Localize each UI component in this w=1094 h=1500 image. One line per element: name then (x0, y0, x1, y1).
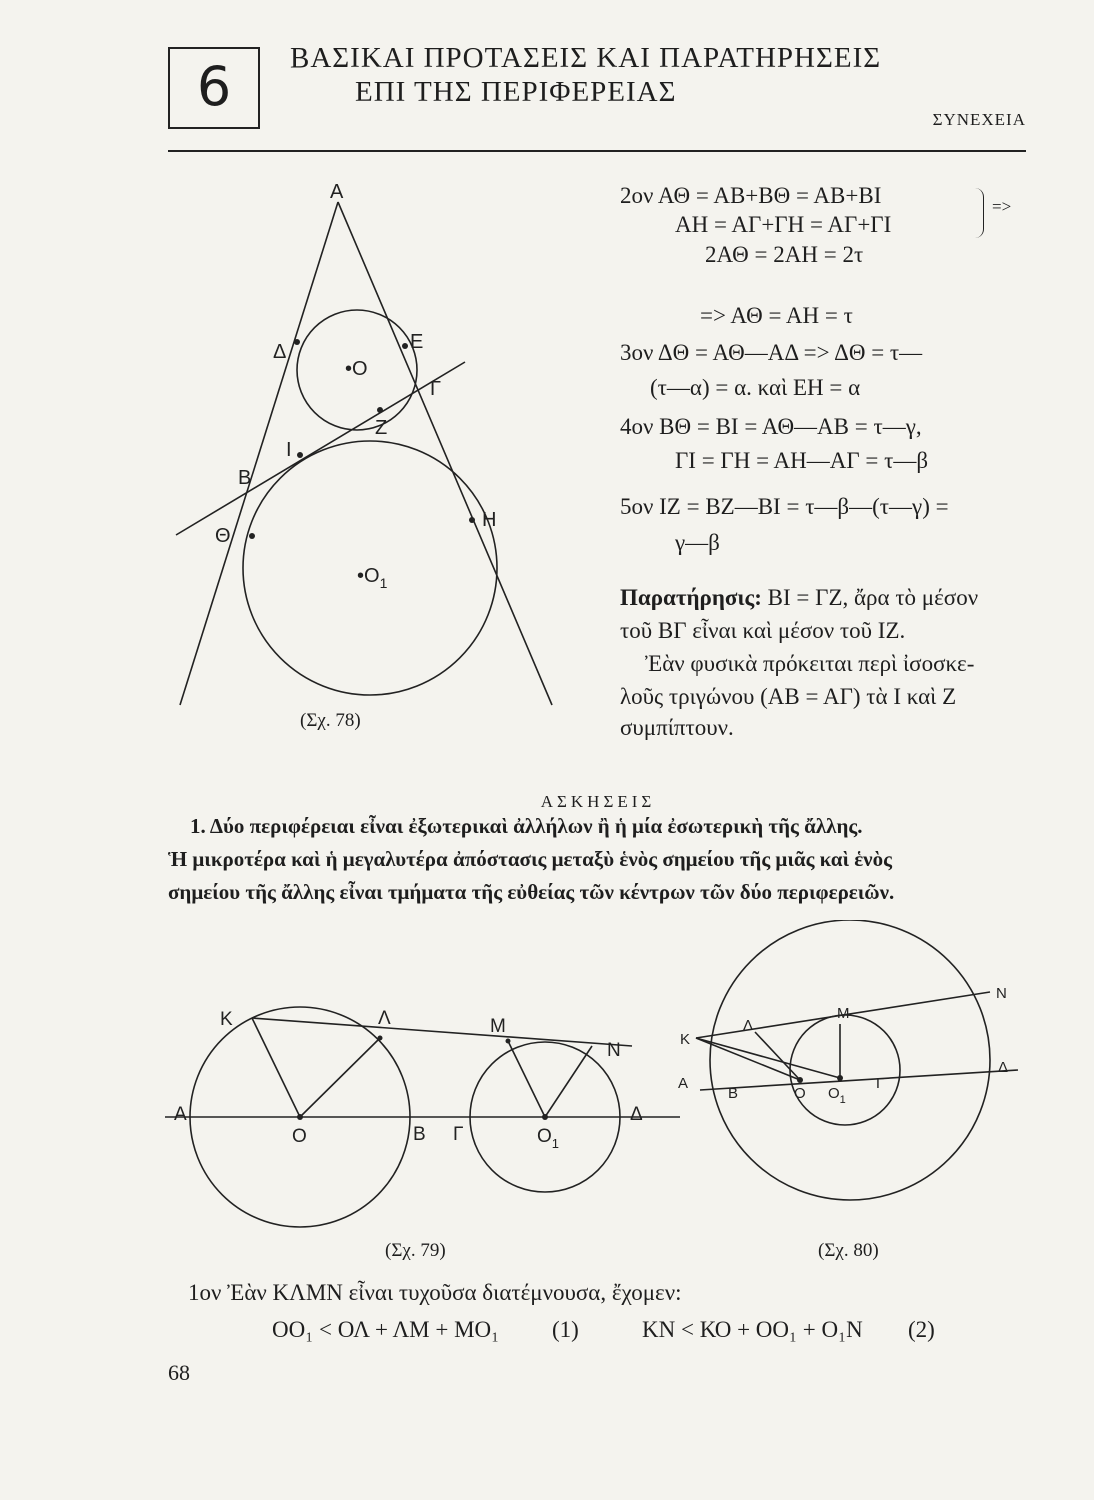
deriv-line-7: 4ον ΒΘ = ΒΙ = ΑΘ—ΑΒ = τ—γ, (620, 414, 922, 439)
fig80-label-a: A (678, 1075, 689, 1092)
deriv-line-1: 2ον ΑΘ = ΑΒ+ΒΘ = ΑΒ+ΒΙ (620, 183, 882, 208)
fig78-label-z: Z (375, 417, 388, 439)
fig79-secant (252, 1018, 632, 1046)
deriv-line-9: 5ον ΙΖ = ΒΖ—ΒΙ = τ—β—(τ—γ) = (620, 494, 949, 519)
figure-78-caption: (Σχ. 78) (300, 710, 361, 731)
deriv-line-2: ΑΗ = ΑΓ+ΓΗ = ΑΓ+ΓΙ (675, 212, 892, 237)
chapter-number: 6 (196, 55, 232, 118)
fig80-point-o (797, 1077, 803, 1083)
implies-arrow: => (992, 197, 1012, 216)
deriv-line-8: ΓΙ = ΓΗ = ΑΗ—ΑΓ = τ—β (675, 448, 929, 473)
fig80-label-k: K (680, 1031, 691, 1048)
fig79-label-b: B (413, 1124, 426, 1145)
fig78-label-b: B (238, 467, 252, 489)
fig80-label-m: M (837, 1005, 850, 1022)
fig79-seg-no1 (545, 1046, 592, 1117)
fig80-label-gamma: Γ (876, 1075, 885, 1092)
fig80-label-o1: $O_1$ (828, 1085, 846, 1106)
fig78-point-delta (294, 339, 300, 345)
page-number: 68 (168, 1360, 190, 1385)
final-line-1: 1ον Ἐὰν ΚΛΜΝ εἶναι τυχοῦσα διατέμνουσα, ἔχομεν: (188, 1280, 682, 1305)
fig78-label-h: H (482, 509, 497, 531)
fig78-label-a: A (330, 181, 344, 203)
inequality-2: ΚΝ < ΚΟ + ΟΟ₁ + Ο₁Ν (642, 1317, 863, 1342)
exercises-heading: ΑΣΚΗΣΕΙΣ (540, 792, 656, 811)
remark-line-1: Παρατήρησις: ΒΙ = ΓΖ, ἄρα τὸ μέσον (620, 585, 979, 610)
fig80-seg-ko1 (696, 1038, 840, 1078)
figure-79-caption: (Σχ. 79) (385, 1240, 446, 1261)
fig79-label-m: M (490, 1016, 506, 1037)
inequality-1-tag: (1) (552, 1317, 579, 1342)
fig78-label-o: •O (345, 358, 368, 380)
deriv-line-10: γ—β (675, 530, 720, 555)
fig79-label-a: A (174, 1104, 187, 1125)
fig78-tangent-bc (176, 362, 465, 535)
fig78-side-ac (338, 202, 552, 705)
fig78-label-delta: Δ (273, 341, 287, 363)
header-rule (168, 150, 1026, 152)
fig79-point-l (378, 1036, 383, 1041)
brace (975, 188, 984, 238)
fig80-label-b: B (728, 1085, 739, 1102)
remark-line-2: τοῦ ΒΓ εἶναι καὶ μέσον τοῦ ΙΖ. (620, 618, 906, 643)
remark-line-3: Ἐὰν φυσικὰ πρόκειται περὶ ἰσοσκε- (645, 651, 975, 676)
fig79-point-m (506, 1039, 511, 1044)
fig80-label-n: N (996, 985, 1007, 1002)
fig79-seg-lo (300, 1038, 380, 1117)
fig78-label-theta: Θ (215, 525, 231, 547)
remark-line-5: συμπίπτουν. (620, 715, 734, 740)
fig79-seg-mo1 (508, 1041, 545, 1117)
fig80-inner-circle (790, 1015, 900, 1125)
fig78-point-i (297, 452, 303, 458)
continued-label: ΣΥΝΕΧΕΙΑ (932, 110, 1026, 129)
fig78-point-e (402, 343, 408, 349)
fig79-label-lambda: Λ (378, 1008, 391, 1029)
fig80-label-o: O (794, 1085, 806, 1102)
figure-80-caption: (Σχ. 80) (818, 1240, 879, 1261)
fig78-label-i: I (286, 439, 292, 461)
figure-78 (160, 180, 600, 720)
deriv-line-5: 3ον ΔΘ = ΑΘ—ΑΔ => ΔΘ = τ— (620, 340, 923, 365)
remark-line-4: λοῦς τριγώνου (ΑΒ = ΑΓ) τὰ Ι καὶ Ζ (620, 684, 957, 709)
deriv-line-6: (τ—α) = α. καὶ ΕΗ = α (650, 375, 861, 400)
fig79-label-o1: $O_1$ (537, 1126, 560, 1151)
fig80-center-line (700, 1070, 1018, 1090)
deriv-line-4: => ΑΘ = ΑΗ = τ (700, 303, 853, 328)
inequality-1: ΟΟ₁ < ΟΛ + ΛΜ + ΜΟ₁ (272, 1317, 500, 1342)
fig78-point-h (469, 517, 475, 523)
fig79-label-o: O (292, 1126, 307, 1147)
fig78-point-theta (249, 533, 255, 539)
fig79-point-o (297, 1114, 303, 1120)
deriv-line-3: 2ΑΘ = 2ΑΗ = 2τ (705, 242, 864, 267)
figures-79-80 (160, 920, 1040, 1250)
chapter-title-line1: ΒΑΣΙΚΑΙ ΠΡΟΤΑΣΕΙΣ ΚΑΙ ΠΑΡΑΤΗΡΗΣΕΙΣ (290, 42, 882, 74)
exercise-1-line3: σημείου τῆς ἄλλης εἶναι τμήματα τῆς εὐθείας τῶν κέντρων τῶν δύο περιφερειῶν. (168, 880, 895, 904)
fig78-point-z (377, 407, 383, 413)
fig79-label-gamma: Γ (453, 1124, 464, 1145)
fig79-label-n: N (607, 1040, 621, 1061)
fig78-label-e: E (410, 331, 424, 353)
fig79-seg-ko (252, 1018, 300, 1117)
remark-label: Παρατήρησις: (620, 585, 762, 610)
fig79-point-o1 (542, 1114, 548, 1120)
fig80-seg-ko (696, 1038, 800, 1080)
exercise-1-line2: Ἡ μικροτέρα καὶ ἡ μεγαλυτέρα ἀπόστασις μεταξὺ ἑνὸς σημείου τῆς μιᾶς καὶ ἑνὸς (168, 847, 892, 871)
fig79-label-delta: Δ (630, 1104, 643, 1125)
inequality-2-tag: (2) (908, 1317, 935, 1342)
fig80-point-o1 (837, 1075, 843, 1081)
exercise-1-line1: 1. Δύο περιφέρειαι εἶναι ἐξωτερικαὶ ἀλλήλων ἢ ἡ μία ἐσωτερικὴ τῆς ἄλλης. (190, 814, 863, 838)
chapter-title-line2: ΕΠΙ ΤΗΣ ΠΕΡΙΦΕΡΕΙΑΣ (355, 76, 677, 108)
fig78-label-gamma: Γ (430, 378, 442, 400)
fig78-label-o1: $•O_1$ (357, 565, 388, 591)
fig79-label-k: K (220, 1009, 233, 1030)
fig80-label-lambda: Λ (743, 1017, 754, 1034)
fig80-label-delta: Δ (998, 1059, 1009, 1076)
